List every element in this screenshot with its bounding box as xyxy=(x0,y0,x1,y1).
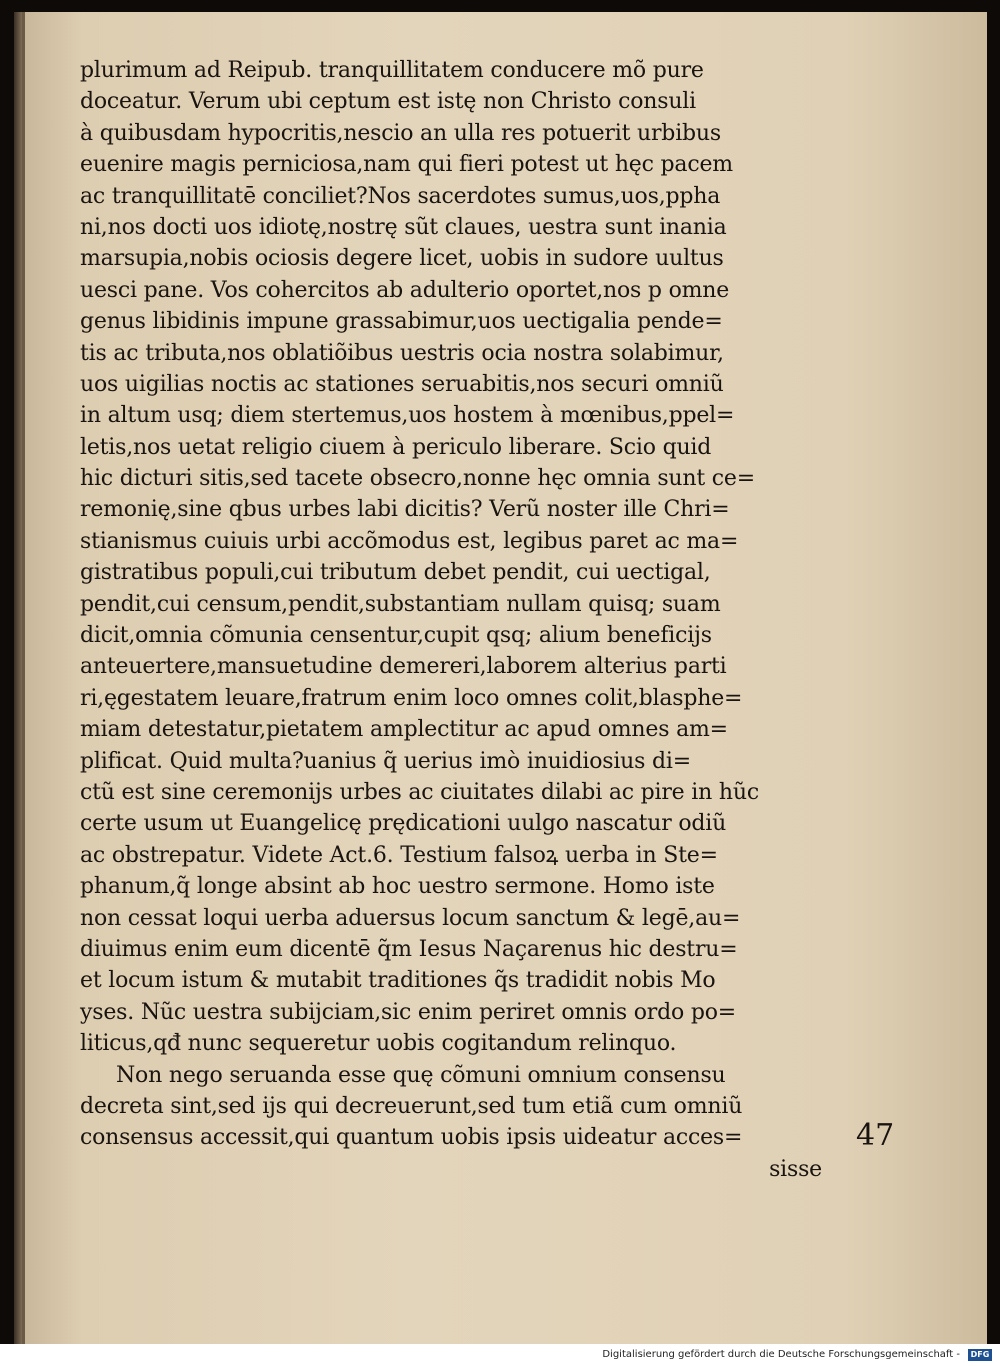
text-line: uesci pane. Vos cohercitos ab adulterio oportet,nos p omne xyxy=(80,277,730,303)
text-line: uos uigilias noctis ac stationes seruabitis,nos securi omniũ xyxy=(80,371,724,397)
text-line: anteuertere,mansuetudine demereri,laborem alterius parti xyxy=(80,654,727,680)
text-line: hic dicturi sitis,sed tacete obsecro,nonne hęc omnia sunt ce= xyxy=(80,466,755,492)
text-line: ri,ęgestatem leuare,fratrum enim loco omnes colit,blasphe= xyxy=(80,685,743,711)
text-line: remonię,sine qbus urbes labi dicitis? Verũ noster ille Chri= xyxy=(80,497,730,523)
text-line: liticus,qđ nunc sequeretur uobis cogitandum relinquo. xyxy=(80,1031,677,1057)
paragraph-start-line: Non nego seruanda esse quę cõmuni omnium consensu xyxy=(116,1062,726,1088)
text-line: miam detestatur,pietatem amplectitur ac apud omnes am= xyxy=(80,717,728,743)
text-line: ac tranquillitatē conciliet?Nos sacerdotes sumus,uos,ppha xyxy=(80,183,721,209)
text-line: stianismus cuiuis urbi accõmodus est, legibus paret ac ma= xyxy=(80,528,739,554)
text-line: tis ac tributa,nos oblatiõibus uestris ocia nostra solabimur, xyxy=(80,340,724,366)
text-line: plificat. Quid multa?uanius q̃ uerius imò inuidiosius di= xyxy=(80,748,691,774)
text-line: non cessat loqui uerba aduersus locum sanctum & legē,au= xyxy=(80,905,741,931)
text-line: euenire magis perniciosa,nam qui fieri potest ut hęc pacem xyxy=(80,152,733,178)
text-line: genus libidinis impune grassabimur,uos uectigalia pende= xyxy=(80,309,723,335)
text-line: pendit,cui censum,pendit,substantiam nullam quisq; suam xyxy=(80,591,721,617)
text-line: decreta sint,sed ijs qui decreuerunt,sed tum etiã cum omniũ xyxy=(80,1093,743,1119)
text-line: consensus accessit,qui quantum uobis ipsis uideatur acces= xyxy=(80,1125,743,1151)
funding-credit: Digitalisierung gefördert durch die Deutsche Forschungsgemeinschaft - xyxy=(602,1349,960,1360)
text-line: ctũ est sine ceremonijs urbes ac ciuitates dilabi ac pire in hũc xyxy=(80,779,759,805)
text-line: dicit,omnia cõmunia censentur,cupit qsq; alium beneficijs xyxy=(80,623,712,649)
text-line: à quibusdam hypocritis,nescio an ulla res potuerit urbibus xyxy=(80,120,721,146)
catchword: sisse xyxy=(769,1156,822,1182)
text-line: plurimum ad Reipub. tranquillitatem conducere mõ pure xyxy=(80,58,704,83)
dfg-logo-icon: DFG xyxy=(968,1349,992,1361)
text-line: ni,nos docti uos idiotę,nostrę sũt claues, uestra sunt inania xyxy=(80,214,727,240)
text-line: diuimus enim eum dicentē q̃m Iesus Naçarenus hic destru= xyxy=(80,936,738,962)
text-line: ac obstrepatur. Videte Act.6. Testium falsoꝝ uerba in Ste= xyxy=(80,842,718,868)
text-line: gistratibus populi,cui tributum debet pendit, cui uectigal, xyxy=(80,560,711,586)
text-line: certe usum ut Euangelicę prędicationi uulgo nascatur odiũ xyxy=(80,811,727,837)
text-line: yses. Nũc uestra subijciam,sic enim periret omnis ordo po= xyxy=(80,999,737,1025)
text-line: letis,nos uetat religio ciuem à periculo liberare. Scio quid xyxy=(80,434,712,460)
text-line: et locum istum & mutabit traditiones q̃s tradidit nobis Mo xyxy=(80,968,716,994)
text-line: doceatur. Verum ubi ceptum est istę non Christo consuli xyxy=(80,89,696,115)
text-line: marsupia,nobis ociosis degere licet, uobis in sudore uultus xyxy=(80,246,724,272)
page-number: 47 xyxy=(856,1118,895,1153)
body-text xyxy=(80,55,840,1185)
text-line: phanum,q̃ longe absint ab hoc uestro sermone. Homo iste xyxy=(80,874,715,900)
text-line: in altum usq; diem stertemus,uos hostem à mœnibus,ppel= xyxy=(80,403,735,429)
